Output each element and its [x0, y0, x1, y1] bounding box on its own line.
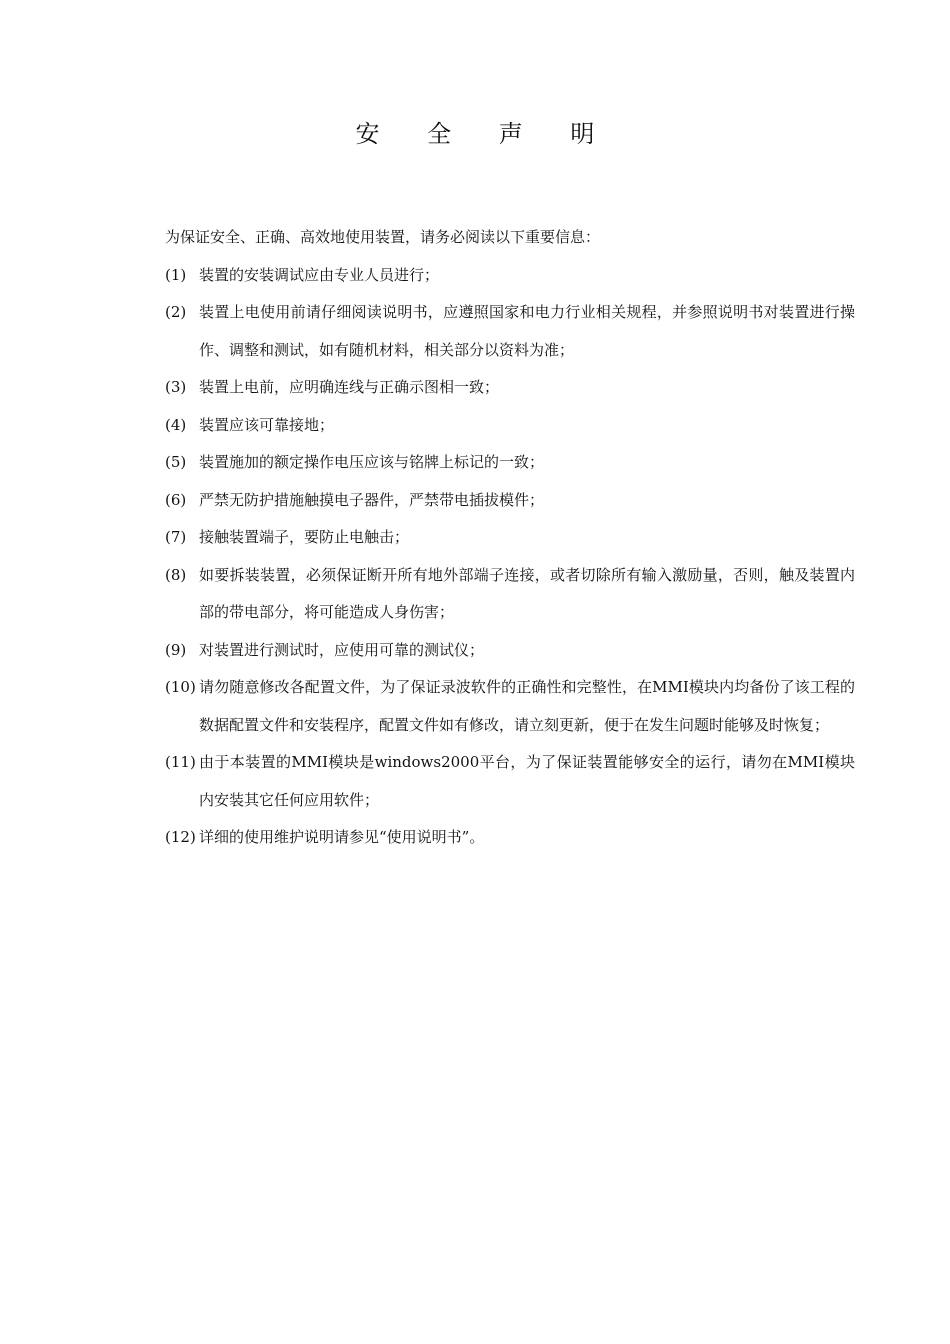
item-number: (2) — [165, 303, 187, 321]
item-text: 装置的安装调试应由专业人员进行； — [199, 265, 440, 284]
list-item — [165, 519, 855, 557]
list-item — [165, 482, 855, 520]
item-text: 请勿随意修改各配置文件，为了保证录波软件的正确性和完整性，在MMI模块内均备份了该工程的数据配置文件和安装程序，配置文件如有修改，请立刻更新，便于在发生问题时能够及时恢复； — [199, 678, 855, 734]
item-number: (6) — [165, 490, 187, 509]
list-item — [165, 369, 855, 407]
list-item — [165, 669, 855, 744]
item-text: 装置应该可靠接地； — [199, 415, 335, 434]
list-item — [165, 744, 855, 819]
item-number: (8) — [165, 565, 187, 584]
item-text: 详细的使用维护说明请参见“使用说明书”。 — [199, 828, 485, 846]
item-text: 装置上电前，应明确连线与正确示图相一致； — [199, 378, 500, 396]
list-item — [165, 444, 855, 482]
item-number: (4) — [165, 415, 187, 434]
item-number: (11) — [165, 753, 196, 771]
item-number: (1) — [165, 265, 187, 284]
document-body — [165, 219, 855, 857]
item-number: (9) — [165, 640, 187, 659]
item-number: (3) — [165, 378, 187, 396]
item-number: (12) — [165, 828, 196, 846]
item-number: (7) — [165, 528, 187, 546]
list-item — [165, 407, 855, 445]
item-text: 严禁无防护措施触摸电子器件，严禁带电插拔模件； — [199, 490, 545, 509]
safety-notice-list — [165, 257, 855, 857]
list-item — [165, 557, 855, 632]
item-number: (5) — [165, 453, 187, 471]
item-text: 由于本装置的MMI模块是windows2000平台，为了保证装置能够安全的运行，请勿在MMI模块内安装其它任何应用软件； — [199, 753, 855, 809]
page-title: 安 全 声 明 — [355, 120, 615, 148]
item-text: 装置施加的额定操作电压应该与铭牌上标记的一致； — [199, 453, 545, 471]
item-text: 对装置进行测试时，应使用可靠的测试仪； — [199, 640, 485, 659]
item-text: 接触装置端子，要防止电触击； — [199, 528, 410, 546]
list-item — [165, 257, 855, 295]
list-item — [165, 632, 855, 670]
item-number: (10) — [165, 678, 196, 696]
item-text: 装置上电使用前请仔细阅读说明书，应遵照国家和电力行业相关规程，并参照说明书对装置进行操作、调整和测试，如有随机材料，相关部分以资料为准； — [199, 303, 855, 359]
intro-paragraph: 为保证安全、正确、高效地使用装置，请务必阅读以下重要信息： — [165, 228, 601, 246]
item-text: 如要拆装装置，必须保证断开所有地外部端子连接，或者切除所有输入激励量，否则，触及装置内部的带电部分，将可能造成人身伤害； — [199, 565, 855, 621]
list-item — [165, 294, 855, 369]
list-item — [165, 819, 855, 857]
